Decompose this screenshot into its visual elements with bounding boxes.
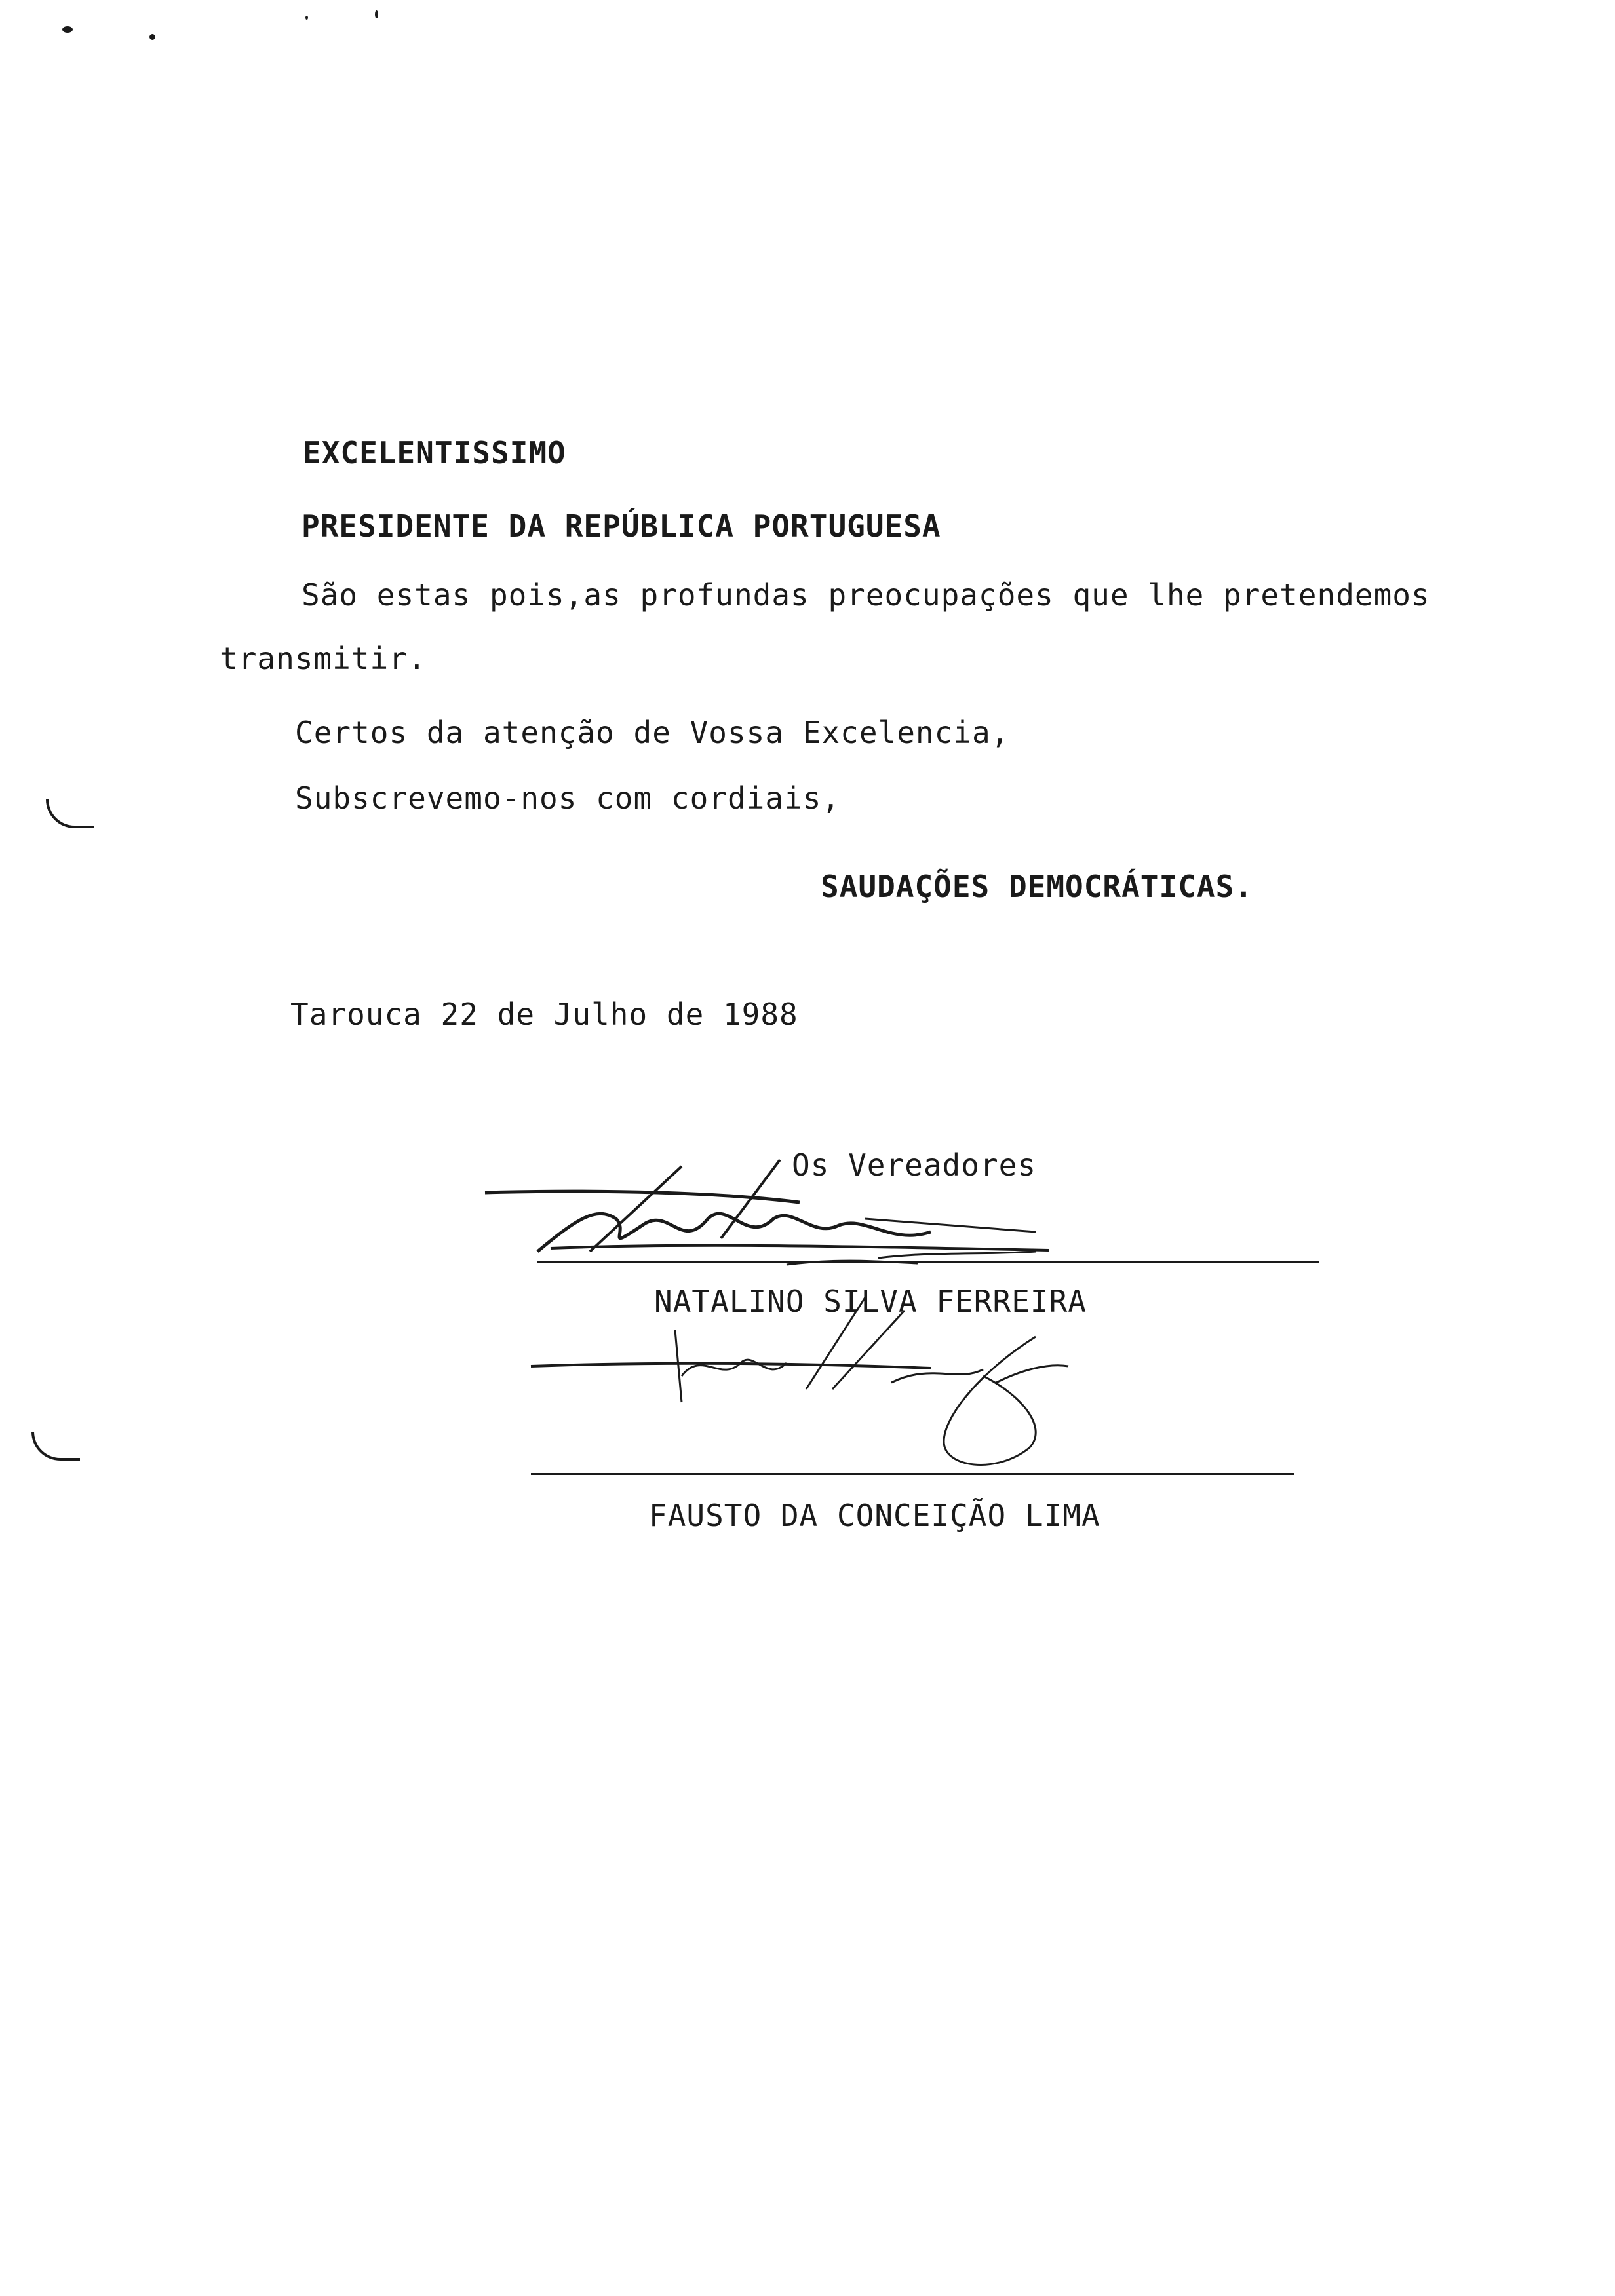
signature-1: [472, 1153, 1062, 1284]
signature-line-1: [537, 1261, 1319, 1263]
signature-2: [524, 1284, 1114, 1481]
paragraph-3: Subscrevemo-nos com cordiais,: [295, 780, 841, 816]
scan-speck: [149, 34, 155, 40]
scan-speck: [375, 10, 378, 18]
scan-speck: [62, 26, 73, 33]
place-and-date: Tarouca 22 de Julho de 1988: [290, 997, 798, 1032]
paragraph-2: Certos da atenção de Vossa Excelencia,: [295, 715, 1010, 750]
punch-mark: [31, 1432, 80, 1461]
scan-speck: [305, 16, 308, 20]
paragraph-1-line-1: São estas pois,as profundas preocupações que lhe pretendemos: [302, 577, 1430, 613]
salutation-line-1: EXCELENTISSIMO: [303, 435, 566, 470]
salutation-line-2: PRESIDENTE DA REPÚBLICA PORTUGUESA: [302, 508, 941, 544]
signature-line-2: [531, 1473, 1294, 1475]
signer-2-name: FAUSTO DA CONCEIÇÃO LIMA: [649, 1498, 1100, 1533]
paragraph-1-line-2: transmitir.: [220, 641, 427, 676]
signer-1-name: NATALINO SILVA FERREIRA: [654, 1284, 1087, 1319]
closing-greeting: SAUDAÇÕES DEMOCRÁTICAS.: [821, 869, 1253, 904]
signatures-heading: Os Vereadores: [792, 1147, 1037, 1183]
punch-mark: [46, 799, 94, 828]
